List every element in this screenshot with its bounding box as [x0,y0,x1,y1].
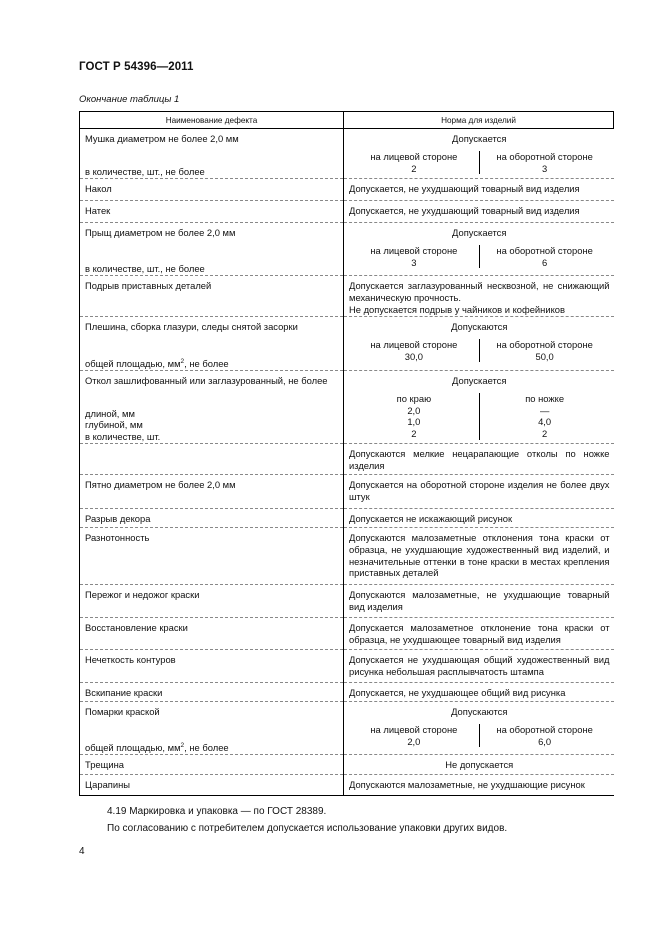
norm-text: Допускается [452,227,507,238]
right-value: — [539,404,550,416]
norm-text: Допускается, не ухудшающий товарный вид изделия [344,201,614,223]
table-row [80,276,614,317]
defect-name: Прыщ диаметром не более 2,0 мм [85,227,236,238]
defect-name [80,444,344,475]
paragraph-packaging: По согласованию с потребителем допускается использование упаковки других видов. [107,823,508,834]
norm-text: Допускаются мелкие нецарапающие отколы по ножке изделия [344,444,614,475]
left-head: на лицевой стороне [370,338,458,350]
left-value: 1,0 [407,416,421,428]
left-head: на лицевой стороне [370,150,458,162]
right-head: на оборотной стороне [496,150,593,162]
defect-name: Подрыв приставных деталей [80,276,344,317]
page-number: 4 [79,846,85,857]
norm-text-extra: Не допускается подрыв у чайников и кофейников [349,303,565,315]
defect-qualifier: глубиной, мм [85,419,143,431]
defect-name: Мушка диаметром не более 2,0 мм [85,133,239,144]
defect-name: Разрыв декора [80,509,344,528]
right-value: 2 [542,428,548,440]
norm-text: Допускается не искажающий рисунок [344,509,614,528]
right-head: на оборотной стороне [496,244,593,256]
defect-name: Откол зашлифованный или заглазурованный, не более [85,375,328,386]
table-row [80,223,614,276]
defect-qualifier: в количестве, шт., не более [85,166,205,178]
right-head: на оборотной стороне [496,723,593,735]
right-head: по ножке [525,392,565,404]
defect-qualifier: в количестве, шт., не более [85,263,205,275]
norm-split [349,245,610,269]
defect-qualifier: общей площадью, $мм^2$, не более [85,358,229,370]
norm-split [349,724,610,748]
defect-name: Нечеткость контуров [80,650,344,683]
right-value: 6,0 [538,735,552,747]
norm-text: Допускаются малозаметные, не ухудшающие рисунок [344,775,614,796]
defect-name: Натек [80,201,344,223]
table-row [80,317,614,371]
defect-name: Вскипание краски [80,683,344,702]
table-row [80,683,614,702]
table-row [80,618,614,650]
defect-qualifier: длиной, мм [85,407,135,419]
right-value: 4,0 [538,416,552,428]
document-header: ГОСТ Р 54396—2011 [79,61,194,73]
defects-table [79,111,614,796]
right-value: 50,0 [535,350,554,362]
left-head: на лицевой стороне [370,723,458,735]
left-head: на лицевой стороне [370,244,458,256]
norm-text: Допускается на оборотной стороне изделия не более двух штук [344,475,614,509]
table-row [80,129,614,179]
defect-name: Пятно диаметром не более 2,0 мм [80,475,344,509]
table-row [80,201,614,223]
left-value: 2 [411,162,417,174]
defect-qualifier: в количестве, шт. [85,431,161,443]
defect-name: Трещина [80,755,344,775]
norm-text: Допускаются малозаметные, не ухудшающие товарный вид изделия [344,585,614,618]
defect-name: Разнотонность [80,528,344,585]
table-row [80,528,614,585]
left-value: 2 [411,428,417,440]
left-value: 2,0 [407,735,421,747]
norm-text: Допускается, не ухудшающий товарный вид изделия [344,179,614,201]
norm-text: Допускается, не ухудшающее общий вид рисунка [344,683,614,702]
table-row [80,371,614,444]
norm-text: Допускаются малозаметные отклонения тона краски от образца, не ухудшающие художественный вид изделий, и незначительные оттенки в тоне краски в местах крепления приставных деталей [344,528,614,585]
defect-name: Накол [80,179,344,201]
defect-name: Помарки краской [85,706,160,717]
norm-text: Допускаются [451,706,508,717]
norm-text: Не допускается [344,755,614,775]
table-caption: Окончание таблицы 1 [79,94,180,105]
norm-split [349,393,610,440]
norm-text: Допускается [452,133,507,144]
right-value: 3 [542,162,548,174]
table-row [80,650,614,683]
table-row [80,509,614,528]
norm-split [349,339,610,363]
left-value: 30,0 [404,350,423,362]
right-value: 6 [542,256,548,268]
left-value: 2,0 [407,404,421,416]
right-head: на оборотной стороне [496,338,593,350]
table-row [80,179,614,201]
defect-name: Пережог и недожог краски [80,585,344,618]
table-row [80,775,614,796]
norm-text: Допускается заглазурованный несквозной, не снижающий механическую прочность. [349,280,610,303]
norm-split [349,151,610,175]
paragraph-marking: 4.19 Маркировка и упаковка — по ГОСТ 28389. [107,806,327,817]
table-row [80,755,614,775]
norm-text: Допускается [452,375,507,386]
column-header-norm: Норма для изделий [344,112,614,129]
table-row [80,702,614,755]
column-header-defect: Наименование дефекта [80,112,344,129]
defect-qualifier: общей площадью, $мм^2$, не более [85,742,229,754]
table-row [80,475,614,509]
norm-text: Допускается малозаметное отклонение тона краски от образца, не ухудшающее товарный вид изделия [344,618,614,650]
table-row [80,585,614,618]
table-row [80,444,614,475]
left-value: 3 [411,256,417,268]
defect-name: Царапины [80,775,344,796]
defect-name: Плешина, сборка глазури, следы снятой засорки [85,321,298,332]
left-head: по краю [396,392,432,404]
defect-name: Восстановление краски [80,618,344,650]
norm-text: Допускается не ухудшающая общий художественный вид рисунка небольшая расплывчатость штампа [344,650,614,683]
norm-text: Допускаются [451,321,508,332]
